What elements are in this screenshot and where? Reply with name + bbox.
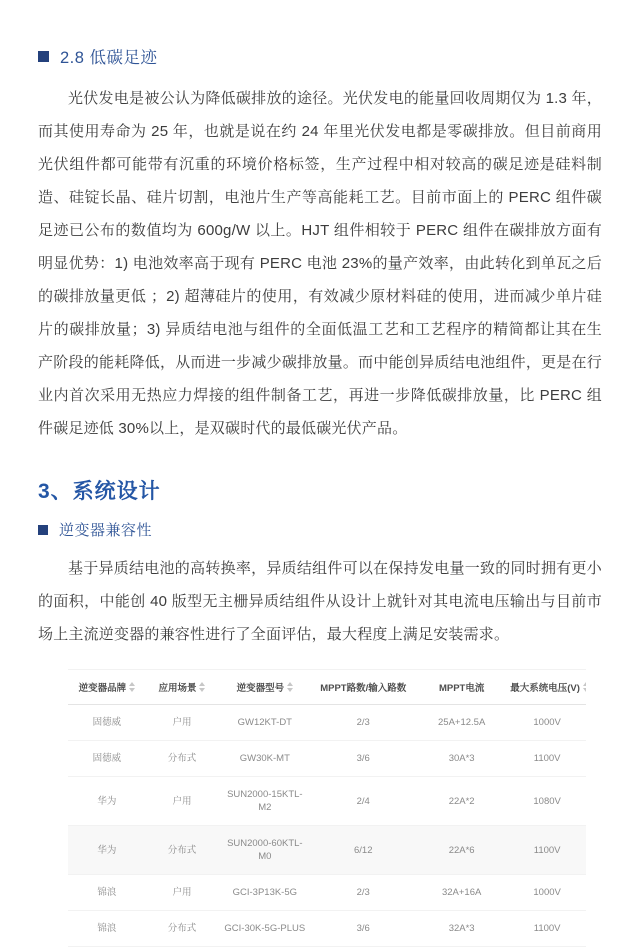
column-label: 应用场景 — [158, 683, 197, 694]
cell-brand: 锦浪 — [97, 887, 117, 898]
cell-mppt_inputs: 3/6 — [356, 923, 370, 934]
table-header-row — [68, 670, 586, 705]
paragraph-low-carbon-footprint: 光伏发电是被公认为降低碳排放的途径。光伏发电的能量回收周期仅为 1.3 年，而其使用寿命为 25 年，也就是说在约 24 年里光伏发电都是零碳排放。但目前商用光伏组件都可能带有沉重的环境价格标签，生产过程中相对较高的碳足迹是硅料制造、硅锭长晶、硅片切割，电池片生产等高能耗工艺。目前市面上的 PERC 组件碳足迹已公布的数值均为 600g/W 以上。HJT 组件相较于 PERC 组件在碳排放方面有明显优势：1) 电池效率高于现有 PERC 电池 23%的量产效率，由此转化到单瓦之后的碳排放量更低 ；2) 超薄硅片的使用，有效减少原材料硅的使用，进而减少单片硅片的碳排放量；3) 异质结电池与组件的全面低温工艺和工艺程序的精简都让其在生产阶段的能耗降低，从而进一步减少碳排放量。而中能创异质结电池组件，更是在行业内首次采用无热应力焊接的组件制备工艺，再进一步降低碳排放量，比 PERC 组件碳足迹低 30%以上，是双碳时代的最低碳光伏产品。 — [38, 90, 602, 437]
cell-model: SUN2000-60KTL-M0 — [227, 838, 303, 862]
inverter-table-body — [68, 705, 586, 947]
cell-max_voltage: 1000V — [533, 717, 561, 728]
cell-brand: 固德威 — [92, 717, 122, 728]
cell-mppt_current: 32A*3 — [448, 923, 475, 934]
column-label: MPPT路数/输入路数 — [320, 683, 407, 694]
inverter-table — [68, 669, 586, 947]
cell-model: GCI-3P13K-5G — [232, 887, 298, 898]
cell-model: SUN2000-15KTL-M2 — [227, 789, 303, 813]
square-bullet-icon — [38, 525, 48, 535]
cell-mppt_inputs: 2/3 — [356, 887, 370, 898]
cell-mppt_current: 22A*6 — [448, 844, 475, 856]
table-row — [68, 875, 586, 911]
cell-max_voltage: 1000V — [533, 887, 561, 898]
section-heading-2-8 — [38, 44, 602, 68]
sort-icon[interactable] — [129, 682, 135, 692]
subsection-title: 逆变器兼容性 — [59, 522, 153, 539]
cell-mppt_inputs: 2/3 — [356, 717, 370, 728]
cell-brand: 固德威 — [92, 753, 122, 764]
column-header-model[interactable] — [218, 670, 311, 705]
cell-brand: 锦浪 — [97, 923, 117, 934]
cell-scenario: 分布式 — [167, 923, 197, 934]
column-header-mppt_inputs — [311, 670, 415, 705]
cell-brand: 华为 — [97, 795, 117, 807]
column-header-mppt_current — [415, 670, 508, 705]
table-row — [68, 826, 586, 875]
cell-mppt_current: 30A*3 — [448, 753, 475, 764]
cell-mppt_current: 25A+12.5A — [438, 717, 486, 728]
cell-mppt_inputs: 6/12 — [353, 844, 373, 856]
cell-model: GCI-30K-5G-PLUS — [224, 923, 306, 934]
column-label: 逆变器品牌 — [78, 683, 127, 694]
column-header-scenario[interactable] — [146, 670, 219, 705]
table-row — [68, 777, 586, 826]
sort-icon[interactable] — [287, 682, 293, 692]
cell-mppt_inputs: 3/6 — [356, 753, 370, 764]
cell-scenario: 户用 — [172, 795, 192, 807]
cell-model: GW12KT-DT — [237, 717, 292, 728]
table-row — [68, 741, 586, 777]
cell-brand: 华为 — [97, 844, 117, 856]
column-header-max_voltage[interactable] — [508, 670, 586, 705]
column-label: 逆变器型号 — [236, 683, 285, 694]
cell-model: GW30K-MT — [239, 753, 290, 764]
cell-scenario: 分布式 — [167, 844, 197, 856]
cell-scenario: 分布式 — [167, 753, 197, 764]
column-label: 最大系统电压(V) — [510, 683, 580, 694]
chapter-heading-system-design: 3、系统设计 — [38, 480, 161, 503]
cell-max_voltage: 1100V — [533, 923, 561, 934]
column-header-brand[interactable] — [68, 670, 146, 705]
cell-scenario: 户用 — [172, 887, 192, 898]
paragraph-inverter-compatibility: 基于异质结电池的高转换率，异质结组件可以在保持发电量一致的同时拥有更小的面积，中能创 40 版型无主栅异质结组件从设计上就针对其电流电压输出与目前市场上主流逆变器的兼容性进行了全面评估，最大程度上满足安装需求。 — [38, 560, 602, 643]
cell-mppt_current: 32A+16A — [441, 887, 482, 898]
subsection-heading-inverter-compatibility — [38, 519, 602, 540]
cell-scenario: 户用 — [172, 717, 192, 728]
sort-icon[interactable] — [583, 682, 586, 692]
cell-max_voltage: 1100V — [533, 753, 561, 764]
cell-max_voltage: 1080V — [533, 795, 561, 807]
cell-mppt_inputs: 2/4 — [356, 795, 370, 807]
table-row — [68, 911, 586, 947]
table-row — [68, 705, 586, 741]
cell-mppt_current: 22A*2 — [448, 795, 475, 807]
sort-icon[interactable] — [199, 682, 205, 692]
square-bullet-icon — [38, 51, 49, 62]
column-label: MPPT电流 — [438, 683, 485, 694]
inverter-compatibility-table — [68, 669, 586, 947]
section-title: 2.8 低碳足迹 — [60, 49, 158, 67]
cell-max_voltage: 1100V — [533, 844, 561, 856]
